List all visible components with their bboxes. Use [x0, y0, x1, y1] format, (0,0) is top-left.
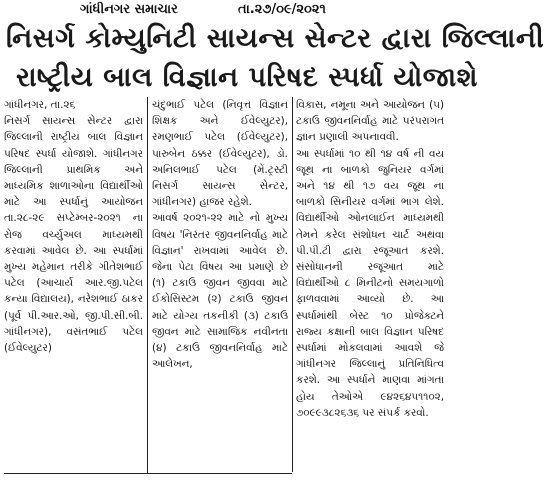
column-divider-2	[292, 97, 293, 472]
article-column-1: ગાંધીનગર, તા.૨૬ નિસર્ગ સાયન્સ સેન્ટર દ્વારા જિલ્લાની રાષ્ટ્રીય બાલ વિજ્ઞાન પરિષદ સ્પર્ધા યોજાશે. ગાંધીનગર જિલ્લાની પ્રાથમિક અને માધ્યમિક શાળાઓના વિદ્યાર્થીઓ માટે આ સ્પર્ધાનું આયોજન તા.૨૮-૨૯ સપ્ટેમ્બર-૨૦૨૧ ના રોજ વર્ચ્યુઅલ માધ્યમથી કરવામાં આવેલ છે. આ સ્પર્ધામાં મુખ્ય મહેમાન તરીકે ગીતેશભાઈ પટેલ (આચાર્ય આર.જી.પટેલ કન્યા વિદ્યાલય), નરેશભાઈ ઠાકર (પૂર્વ પી.આર.ઓ, જી.પી.સી.બી. ગાંધીનગર), વસંતભાઈ પટેલ (ઈવેલ્યુટર)	[4, 99, 143, 355]
masthead	[0, 0, 448, 22]
headline-line-1: નિસર્ગ કોમ્યુનિટી સાયન્સ સેન્ટર દ્વારા જિલ્લાની	[6, 23, 544, 54]
headline-line-2: રાષ્ટ્રીય બાલ વિજ્ઞાન પરિષદ સ્પર્ધા યોજાશે	[16, 62, 478, 93]
article-column-2: ચંદુભાઈ પટેલ (નિવૃત્ત વિજ્ઞાન શિક્ષક અને ઈવેલ્યુટર), રમણભાઈ પટેલ (ઈવેલ્યુટર), પારુબેન ઠક્કર (ઈવેલ્યુટર), ડો. અનિલભાઈ પટેલ (મેં.ટ્રસ્ટી નિસર્ગ સાયન્સ સેન્ટર, ગાંધીનગર) હાજર રહેશે. આવર્ષ ૨૦૨૧-૨૨ માટે નો મુખ્ય વિષય 'નિરંતર જીવનનિર્વાહ માટે વિજ્ઞાન' રાખવામાં આવેલ છે. જેના પેટા વિષય આ પ્રમાણે છે (૧) ટકાઉ જીવન જીવવા માટે ઈકોસિસ્ટમ (૨) ટકાઉ જીવન માટે યોગ્ય તકનીકી (૩) ટકાઉ જીવન માટે સામાજિક નવીનતા (૪) ટકાઉ જીવનનિર્વાહ માટે આલેખન,	[152, 99, 288, 371]
issue-date: તા.૨૭/૦૯/૨૦૨૧	[238, 2, 326, 17]
article-column-3: વિકાસ, નમૂના અને આયોજન (૫) ટકાઉ જીવનનિર્વાહ માટે પરંપરાગત જ્ઞાન પ્રણાલી અપનાવવી. આ સ્પર્ધામાં ૧૦ થી ૧૪ વર્ષ ની વય જૂથ ના બાળકો જુનિયર વર્ગમાં અને ૧૪ થી ૧૭ વય જૂથ ના બાળકો સિનીયર વર્ગમાં ભાગ લેશે. વિદ્યાર્થીઓ ઓનલાઈન માધ્યમથી તેમને કરેલ સંશોધન ચાર્ટ અથવા પી.પી.ટી દ્વારા રજૂઆત કરશે. સંસોધાનની રજૂઆત માટે વિદ્યાર્થીઓ ૮ મિનીટનો સમયગાળો ફાળવવામાં આવ્યો છે. આ સ્પર્ધામાંથી બેસ્ટ ૧૦ પ્રોજેક્ટને રાજ્ય કક્ષાની બાલ વિજ્ઞાન પરિષદ સ્પર્ધામાં મોકલવામાં આવશે જે ગાંધીનગર જિલ્લાનું પ્રતિનિધિત્વ કરશે. આ સ્પર્ધાને માણવા માંગતા હોય તેઓએ ૯૪૨૬૪૫૧૧૦૨, ૭૦૯૯૩૮૨૬૩૬ પર સંપર્ક કરવો.	[296, 99, 444, 419]
newspaper-name: ગાંધીનગર સમાચાર	[80, 2, 178, 17]
column-divider-1	[147, 97, 148, 473]
bottom-rule	[4, 473, 292, 474]
